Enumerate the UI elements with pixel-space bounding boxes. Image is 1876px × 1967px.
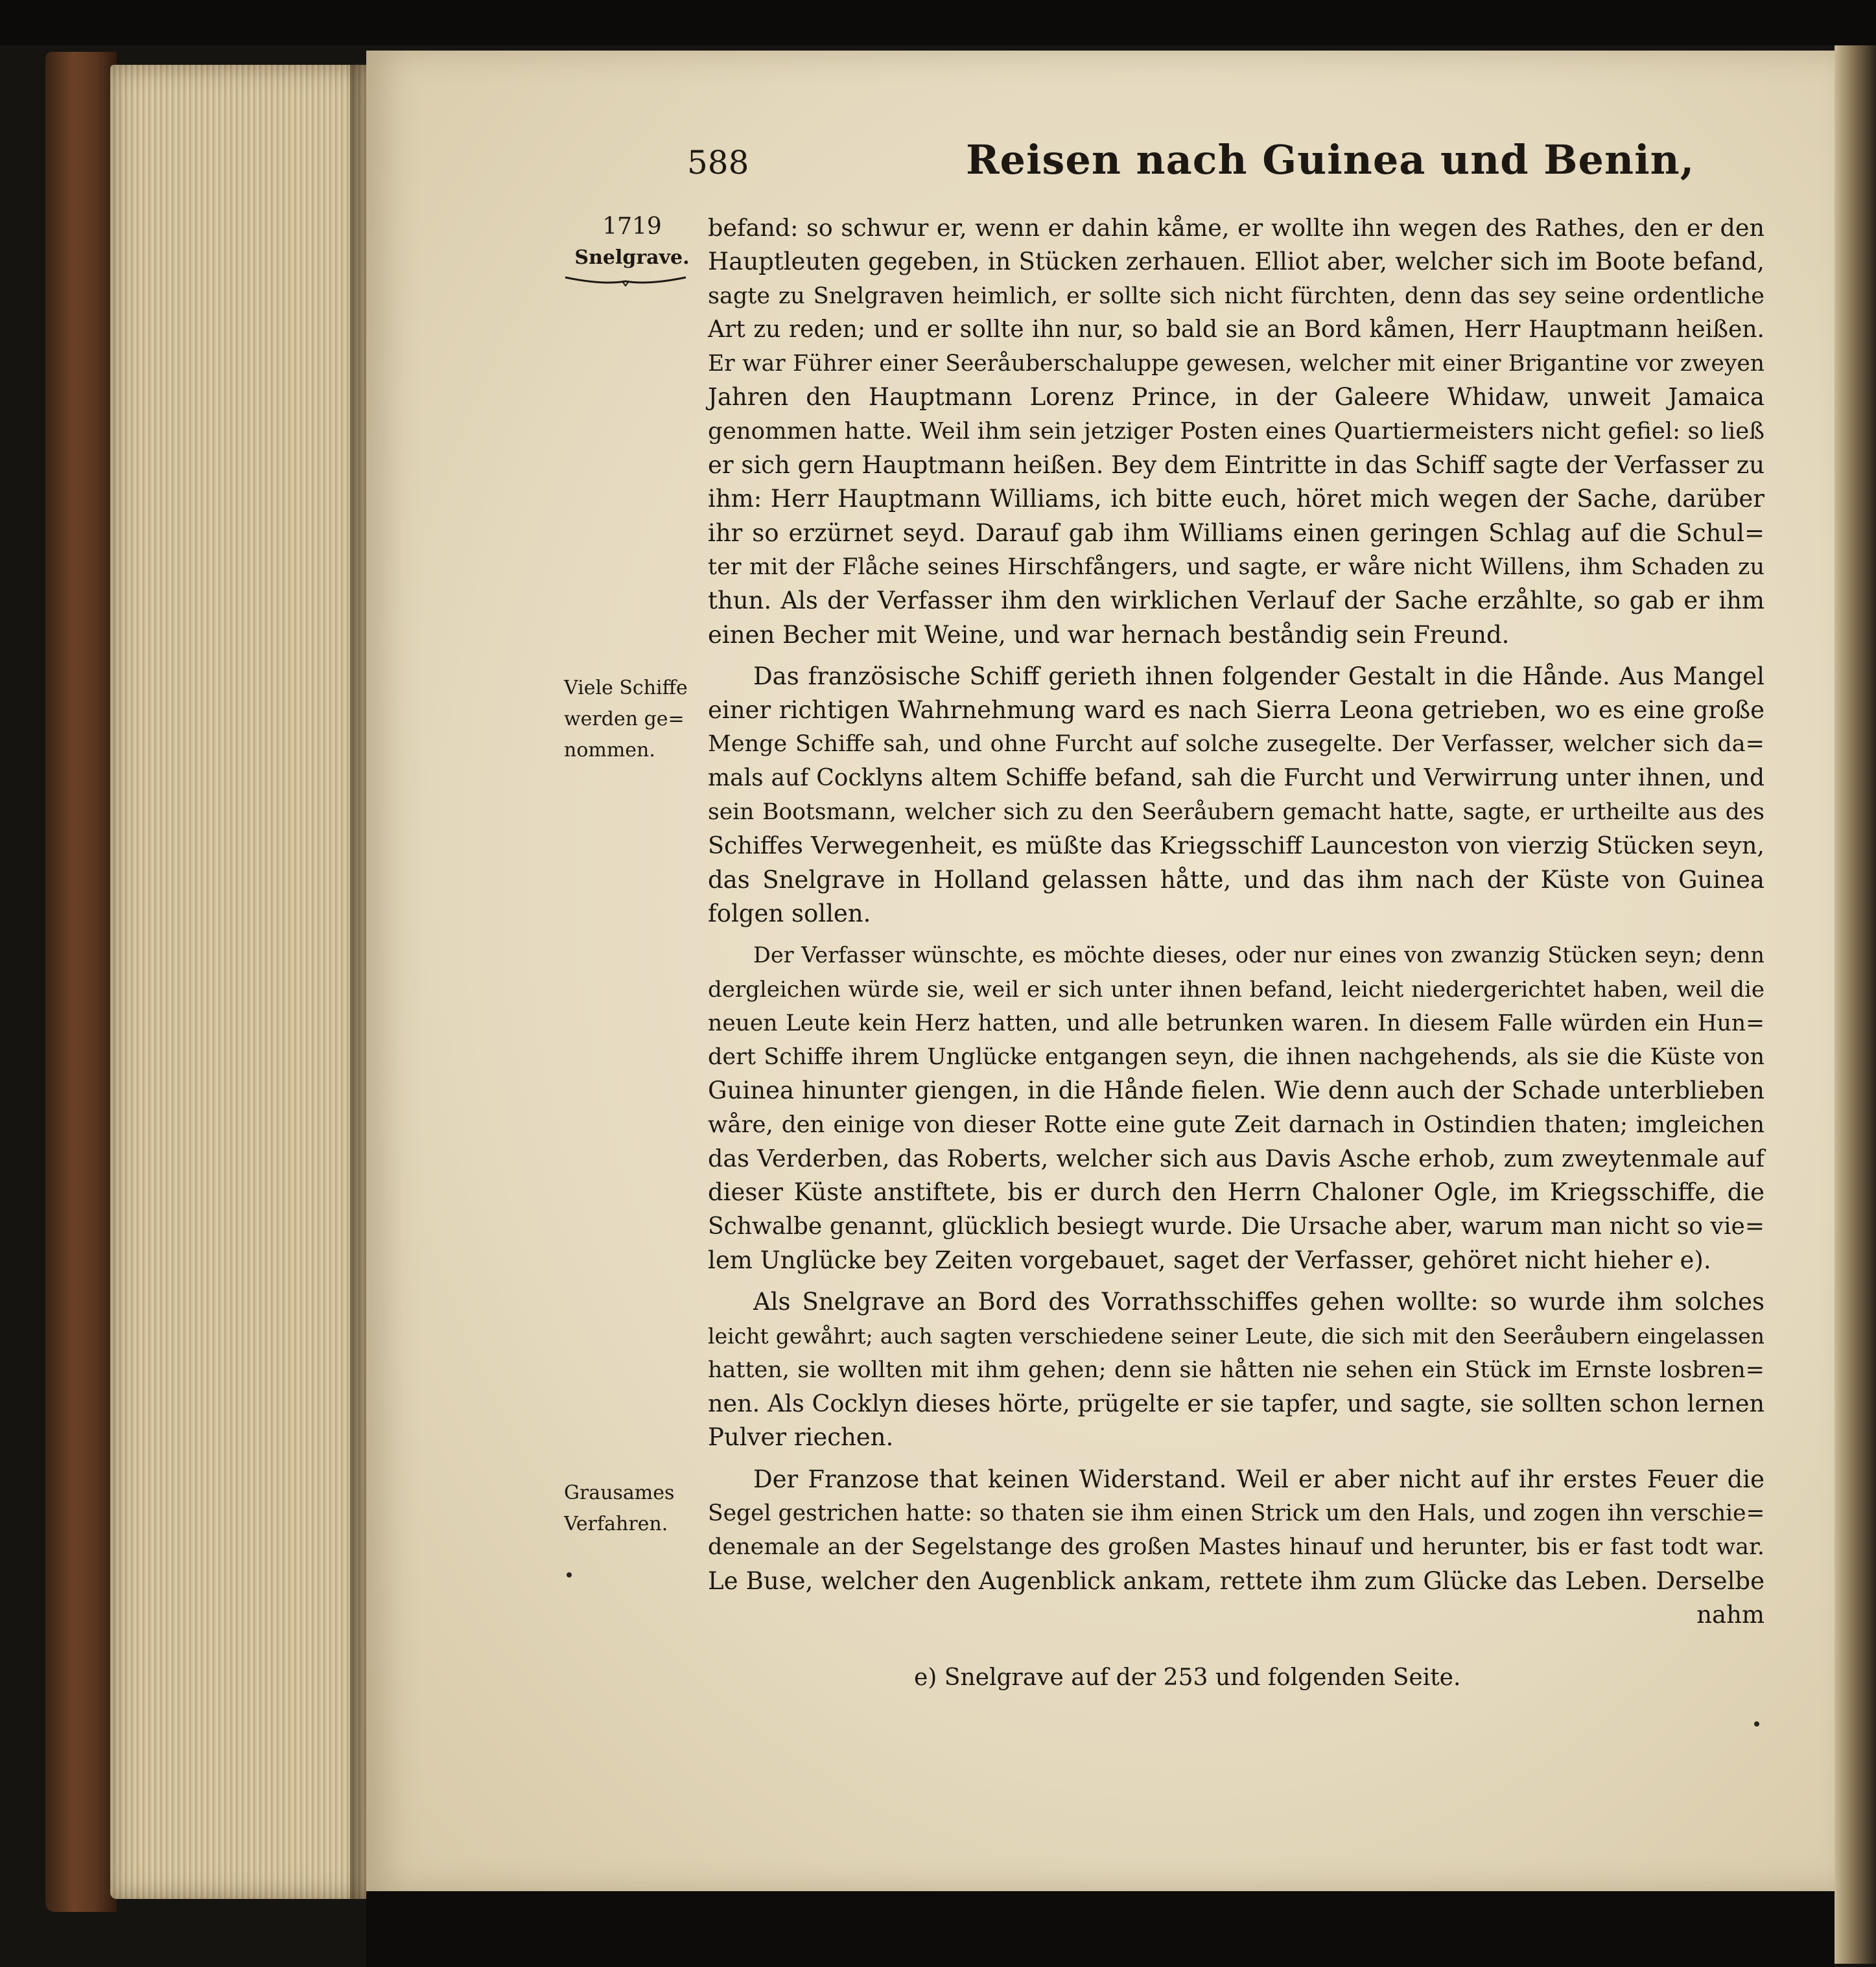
- paper-speck: [567, 1572, 572, 1577]
- text-line: ihm: Herr Hauptmann Williams, ich bitte euch, höret mich wegen der Sache, darüber: [708, 485, 1765, 513]
- margin-note-year: [564, 211, 700, 286]
- text-line: sagte zu Snelgraven heimlich, er sollte sich nicht fürchten, denn das sey seine ordentliche: [708, 283, 1765, 309]
- text-line: Menge Schiffe sah, und ohne Furcht auf solche zusegelte. Der Verfasser, welcher sich da=: [708, 731, 1765, 758]
- margin-name: Snelgrave.: [574, 246, 690, 269]
- text-line: ihr so erzürnet seyd. Darauf gab ihm Williams einen geringen Schlag auf die Schul=: [708, 518, 1765, 547]
- text-line: Schiffes Verwegenheit, es müßte das Kriegsschiff Launceston von vierzig Stücken seyn,: [708, 832, 1765, 860]
- text-line: Das französische Schiff gerieth ihnen folgender Gestalt in die Hånde. Aus Mangel: [753, 662, 1765, 690]
- text-line: einer richtigen Wahrnehmung ward es nach Sierra Leona getrieben, wo es eine große: [708, 696, 1765, 725]
- text-line: sein Bootsmann, welcher sich zu den Seeråubern gemacht hatte, sagte, er urtheilte aus des: [708, 799, 1765, 826]
- text-line: Pulver riechen.: [708, 1423, 894, 1452]
- text-line: mals auf Cocklyns altem Schiffe befand, sah die Furcht und Verwirrung unter ihnen, und: [708, 764, 1765, 791]
- text-line: thun. Als der Verfasser ihm den wirklichen Verlauf der Sache erzåhlte, so gab er ihm: [708, 587, 1765, 615]
- paragraph-gap: [708, 1277, 1765, 1285]
- text-line: neuen Leute kein Herz hatten, und alle betrunken waren. In diesem Falle würden ein Hun=: [708, 1010, 1765, 1036]
- paragraph: [708, 1463, 1765, 1632]
- text-line: Jahren den Hauptmann Lorenz Prince, in der Galeere Whidaw, unweit Jamaica: [708, 383, 1765, 412]
- text-line: Art zu reden; und er sollte ihn nur, so bald sie an Bord kåmen, Herr Hauptmann heißen.: [708, 316, 1765, 343]
- text-line: Der Franzose that keinen Widerstand. Weil er aber nicht auf ihr erstes Feuer die: [753, 1465, 1765, 1493]
- margin-line: nommen.: [564, 739, 655, 762]
- paragraph-gap: [708, 1455, 1765, 1463]
- paragraph: [708, 211, 1765, 652]
- margin-line: Verfahren.: [564, 1513, 668, 1535]
- page-number: 588: [687, 144, 749, 181]
- text-line: Er war Führer einer Seeråuberschaluppe gewesen, welcher mit einer Brigantine vor zweyen: [708, 351, 1765, 377]
- flourish-ornament: [564, 275, 687, 286]
- page-edges: [110, 65, 369, 1899]
- margin-line: werden ge=: [564, 708, 685, 730]
- text-line: leicht gewåhrt; auch sagten verschiedene seiner Leute, die sich mit den Seeråubern eingelassen: [708, 1323, 1765, 1349]
- book-cover: [45, 52, 117, 1912]
- text-line: Der Verfasser wünschte, es möchte dieses, oder nur eines von zwanzig Stücken seyn; denn: [753, 942, 1765, 968]
- text-line: Hauptleuten gegeben, in Stücken zerhauen. Elliot aber, welcher sich im Boote befand,: [708, 248, 1765, 276]
- text-line: er sich gern Hauptmann heißen. Bey dem Eintritte in das Schiff sagte der Verfasser zu: [708, 451, 1765, 480]
- paragraph: [708, 938, 1765, 1277]
- text-line: ter mit der Flåche seines Hirschfångers, und sagte, er wåre nicht Willens, ihm Schaden zu: [708, 553, 1765, 580]
- margin-note-ships: [564, 673, 700, 766]
- paragraph: [708, 1285, 1765, 1454]
- text-line: einen Becher mit Weine, und war hernach beståndig sein Freund.: [708, 620, 1510, 649]
- text-line: das Verderben, das Roberts, welcher sich aus Davis Asche erhob, zum zweytenmale auf: [708, 1145, 1765, 1173]
- footnote: e) Snelgrave auf der 253 und folgenden Seite.: [914, 1664, 1461, 1691]
- paragraph-gap: [708, 652, 1765, 660]
- text-line: Segel gestrichen hatte: so thaten sie ihm einen Strick um den Hals, und zogen ihn verschie=: [708, 1500, 1765, 1526]
- text-line: Le Buse, welcher den Augenblick ankam, rettete ihm zum Glücke das Leben. Derselbe: [708, 1566, 1765, 1595]
- text-line: dieser Küste anstiftete, bis er durch den Herrn Chaloner Ogle, im Kriegsschiffe, die: [708, 1178, 1765, 1207]
- text-line: das Snelgrave in Holland gelassen håtte, und das ihm nach der Küste von Guinea: [708, 865, 1765, 894]
- text-line: denemale an der Segelstange des großen Mastes hinauf und herunter, bis er fast todt war.: [708, 1534, 1765, 1561]
- catchword: nahm: [1696, 1600, 1765, 1629]
- text-line: lem Unglücke bey Zeiten vorgebauet, saget der Verfasser, gehöret nicht hieher e).: [708, 1246, 1711, 1274]
- text-line: befand: so schwur er, wenn er dahin kåme, er wollte ihn wegen des Rathes, den er den: [708, 214, 1765, 242]
- next-page-edge: [1835, 45, 1876, 1964]
- margin-note-cruel: [564, 1478, 700, 1540]
- margin-year: 1719: [602, 213, 662, 240]
- page-header: [687, 130, 1763, 188]
- photo-background-top: [0, 0, 1876, 45]
- text-line: genommen hatte. Weil ihm sein jetziger Posten eines Quartiermeisters nicht gefiel: so ließ: [708, 417, 1765, 445]
- margin-line: Viele Schiffe: [564, 677, 688, 699]
- running-title: Reisen nach Guinea und Benin,: [966, 136, 1695, 183]
- paragraph-gap: [708, 931, 1765, 938]
- text-line: Als Snelgrave an Bord des Vorrathsschiffes gehen wollte: so wurde ihm solches: [753, 1288, 1765, 1316]
- text-line: nen. Als Cocklyn dieses hörte, prügelte er sie tapfer, und sagte, sie sollten schon lernen: [708, 1390, 1765, 1418]
- paper-speck: [1754, 1721, 1759, 1727]
- text-line: dert Schiffe ihrem Unglücke entgangen seyn, die ihnen nachgehends, als sie die Küste von: [708, 1044, 1765, 1071]
- paragraph: [708, 660, 1765, 931]
- text-line: Schwalbe genannt, glücklich besiegt wurde. Die Ursache aber, warum man nicht so vie=: [708, 1213, 1765, 1240]
- text-line: dergleichen würde sie, weil er sich unter ihnen befand, leicht niedergerichtet haben, weil die: [708, 976, 1765, 1003]
- text-line: hatten, sie wollten mit ihm gehen; denn sie håtten nie sehen ein Stück im Ernste losbren=: [708, 1356, 1765, 1383]
- text-line: folgen sollen.: [708, 899, 871, 927]
- photo-background-bottom: [366, 1891, 1835, 1967]
- text-line: wåre, den einige von dieser Rotte eine gute Zeit darnach in Ostindien thaten; imgleichen: [708, 1111, 1765, 1138]
- margin-line: Grausames: [564, 1482, 675, 1504]
- text-line: Guinea hinunter giengen, in die Hånde fielen. Wie denn auch der Schade unterblieben: [708, 1077, 1765, 1105]
- body-text: [708, 211, 1765, 1632]
